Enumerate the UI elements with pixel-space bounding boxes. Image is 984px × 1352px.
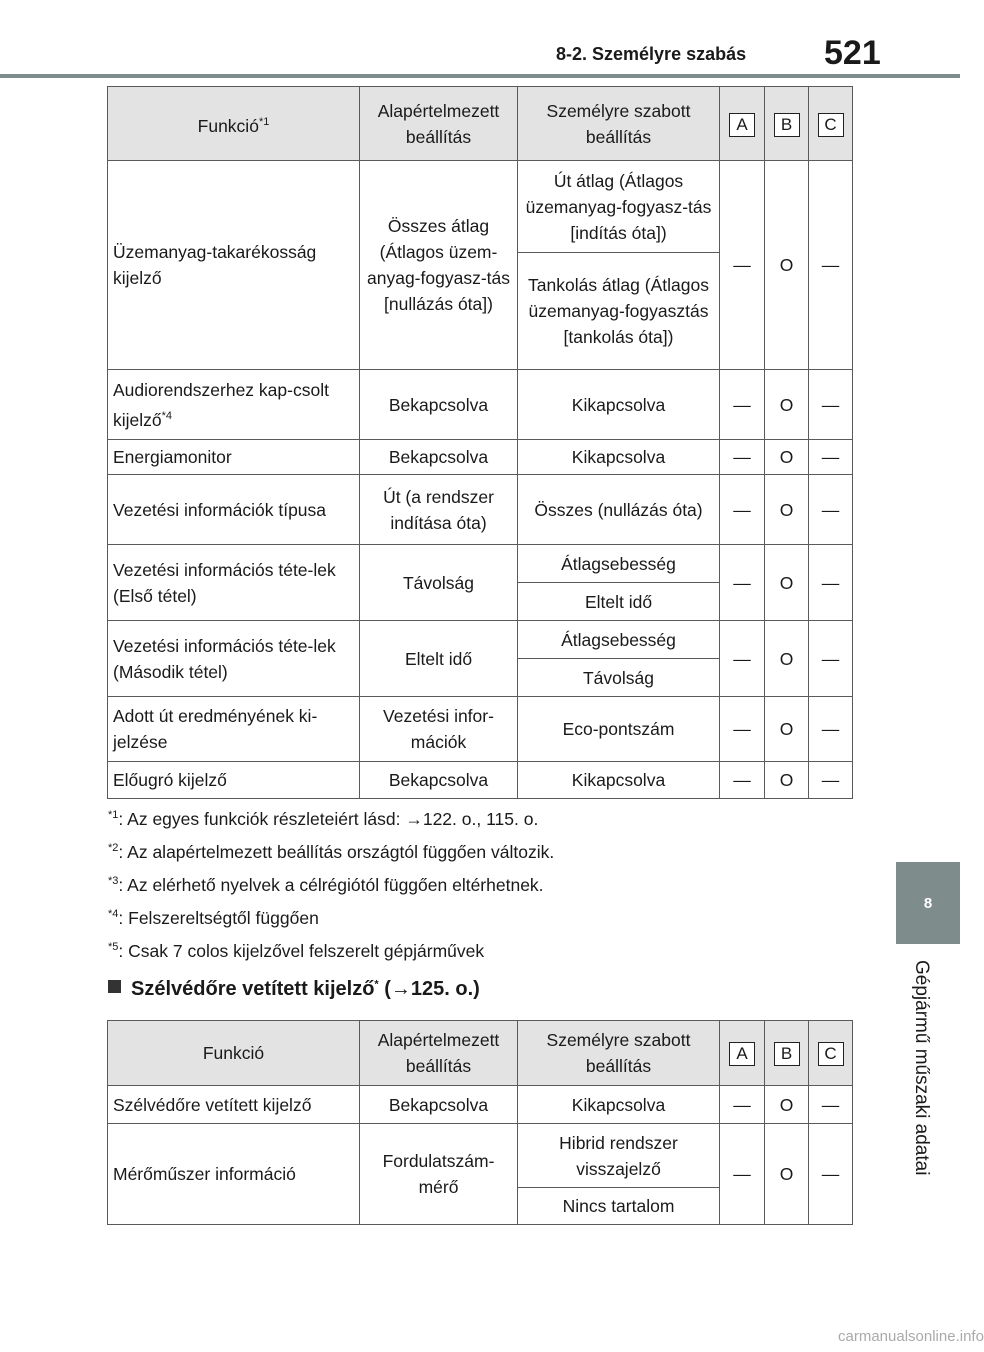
col-c-value: — — [809, 621, 853, 697]
table-row — [108, 621, 853, 659]
default-value: Fordulatszám-mérő — [360, 1124, 518, 1225]
col-c-value: — — [809, 762, 853, 799]
column-a-label: A — [729, 1042, 755, 1066]
header-c — [809, 87, 853, 161]
footnote-4: $^{*4}$: Felszereltségtől függően — [108, 907, 319, 928]
footnotes — [108, 800, 554, 965]
header-funkcio: Funkció$^{*1}$ — [108, 87, 360, 161]
function-name: Szélvédőre vetített kijelző — [108, 1086, 360, 1124]
col-c-value: — — [809, 370, 853, 440]
column-a-label: A — [729, 113, 755, 137]
column-b-label: B — [774, 1042, 800, 1066]
default-value: Bekapcsolva — [360, 1086, 518, 1124]
section-heading: Szélvédőre vetített kijelző* (→125. o.) — [108, 978, 480, 1001]
function-name: Mérőműszer információ — [108, 1124, 360, 1225]
col-b-value: O — [765, 1086, 809, 1124]
header-a — [720, 87, 765, 161]
custom-value: Átlagsebesség — [518, 621, 720, 659]
table-row — [108, 1124, 853, 1188]
col-b-value: O — [765, 762, 809, 799]
function-name: Vezetési információs téte-lek (Első tétel) — [108, 545, 360, 621]
col-b-value: O — [765, 697, 809, 762]
default-value: Bekapcsolva — [360, 370, 518, 440]
custom-value: Hibrid rendszer visszajelző — [518, 1124, 720, 1188]
col-b-value: O — [765, 370, 809, 440]
default-value: Bekapcsolva — [360, 762, 518, 799]
table-row — [108, 161, 853, 253]
table-row — [108, 762, 853, 799]
footnote-1: $^{*1}$: Az egyes funkciók részleteiért lásd: →122. o., 115. o. — [108, 808, 539, 829]
header-b — [765, 87, 809, 161]
col-a-value: — — [720, 621, 765, 697]
header-b — [765, 1021, 809, 1086]
table-row — [108, 440, 853, 475]
footnote-3: $^{*3}$: Az elérhető nyelvek a célrégiótól függően eltérhetnek. — [108, 874, 544, 895]
column-c-label: C — [818, 113, 844, 137]
custom-value: Eltelt idő — [518, 583, 720, 621]
header-a — [720, 1021, 765, 1086]
function-name: Energiamonitor — [108, 440, 360, 475]
custom-value: Kikapcsolva — [518, 762, 720, 799]
default-value: Bekapcsolva — [360, 440, 518, 475]
col-a-value: — — [720, 762, 765, 799]
chapter-title: 8-2. Személyre szabás — [556, 44, 747, 64]
footnote-5: $^{*5}$: Csak 7 colos kijelzővel felszerelt gépjárművek — [108, 940, 485, 961]
col-c-value: — — [809, 545, 853, 621]
chapter-tab-label: Gépjármű műszaki adatai — [911, 960, 932, 1176]
custom-value: Átlagsebesség — [518, 545, 720, 583]
header-funkcio: Funkció — [108, 1021, 360, 1086]
header-default: Alapértelmezett beállítás — [360, 87, 518, 161]
table-row — [108, 475, 853, 545]
header-custom: Személyre szabott beállítás — [518, 87, 720, 161]
col-a-value: — — [720, 545, 765, 621]
table-row — [108, 370, 853, 440]
col-a-value: — — [720, 370, 765, 440]
col-b-value: O — [765, 161, 809, 370]
table-row — [108, 1086, 853, 1124]
function-name: Adott út eredményének ki-jelzése — [108, 697, 360, 762]
custom-value: Nincs tartalom — [518, 1188, 720, 1225]
col-c-value: — — [809, 1086, 853, 1124]
col-a-value: — — [720, 475, 765, 545]
col-b-value: O — [765, 1124, 809, 1225]
col-a-value: — — [720, 1124, 765, 1225]
table-row — [108, 697, 853, 762]
header-c — [809, 1021, 853, 1086]
col-a-value: — — [720, 440, 765, 475]
col-c-value: — — [809, 697, 853, 762]
header-divider — [0, 74, 960, 78]
default-value: Vezetési infor-mációk — [360, 697, 518, 762]
table-header-row — [108, 1021, 853, 1086]
settings-table-2 — [107, 1020, 853, 1225]
settings-table-1 — [107, 86, 853, 799]
watermark: carmanualsonline.info — [838, 1328, 984, 1345]
header-default: Alapértelmezett beállítás — [360, 1021, 518, 1086]
default-value: Távolság — [360, 545, 518, 621]
chapter-tab-number: 8 — [923, 894, 933, 912]
custom-value: Tankolás átlag (Átlagos üzemanyag-fogyasztás [tankolás óta]) — [518, 253, 720, 370]
custom-value: Összes (nullázás óta) — [518, 475, 720, 545]
custom-value: Eco-pontszám — [518, 697, 720, 762]
col-c-value: — — [809, 475, 853, 545]
custom-value: Kikapcsolva — [518, 440, 720, 475]
col-b-value: O — [765, 440, 809, 475]
custom-value: Távolság — [518, 659, 720, 697]
col-b-value: O — [765, 545, 809, 621]
footnote-2: $^{*2}$: Az alapértelmezett beállítás országtól függően változik. — [108, 841, 555, 862]
col-c-value: — — [809, 440, 853, 475]
square-bullet-icon — [108, 980, 121, 993]
function-name: Üzemanyag-takarékosság kijelző — [108, 161, 360, 370]
col-c-value: — — [809, 161, 853, 370]
function-name: Audiorendszerhez kap-csolt kijelző$^{*4}$ — [108, 370, 360, 440]
custom-value: Kikapcsolva — [518, 1086, 720, 1124]
col-a-value: — — [720, 1086, 765, 1124]
col-b-value: O — [765, 475, 809, 545]
column-b-label: B — [774, 113, 800, 137]
header-custom: Személyre szabott beállítás — [518, 1021, 720, 1086]
function-name: Vezetési információs téte-lek (Második tétel) — [108, 621, 360, 697]
default-value: Összes átlag (Átlagos üzem-anyag-fogyasz-tás [nullázás óta]) — [360, 161, 518, 370]
chapter-tab — [896, 862, 960, 944]
col-b-value: O — [765, 621, 809, 697]
col-c-value: — — [809, 1124, 853, 1225]
table-header-row — [108, 87, 853, 161]
default-value: Eltelt idő — [360, 621, 518, 697]
table-row — [108, 545, 853, 583]
col-a-value: — — [720, 697, 765, 762]
col-a-value: — — [720, 161, 765, 370]
custom-value: Kikapcsolva — [518, 370, 720, 440]
column-c-label: C — [818, 1042, 844, 1066]
custom-value: Út átlag (Átlagos üzemanyag-fogyasz-tás [indítás óta]) — [518, 161, 720, 253]
function-name: Vezetési információk típusa — [108, 475, 360, 545]
default-value: Út (a rendszer indítása óta) — [360, 475, 518, 545]
page-number: 521 — [824, 34, 881, 72]
function-name: Előugró kijelző — [108, 762, 360, 799]
